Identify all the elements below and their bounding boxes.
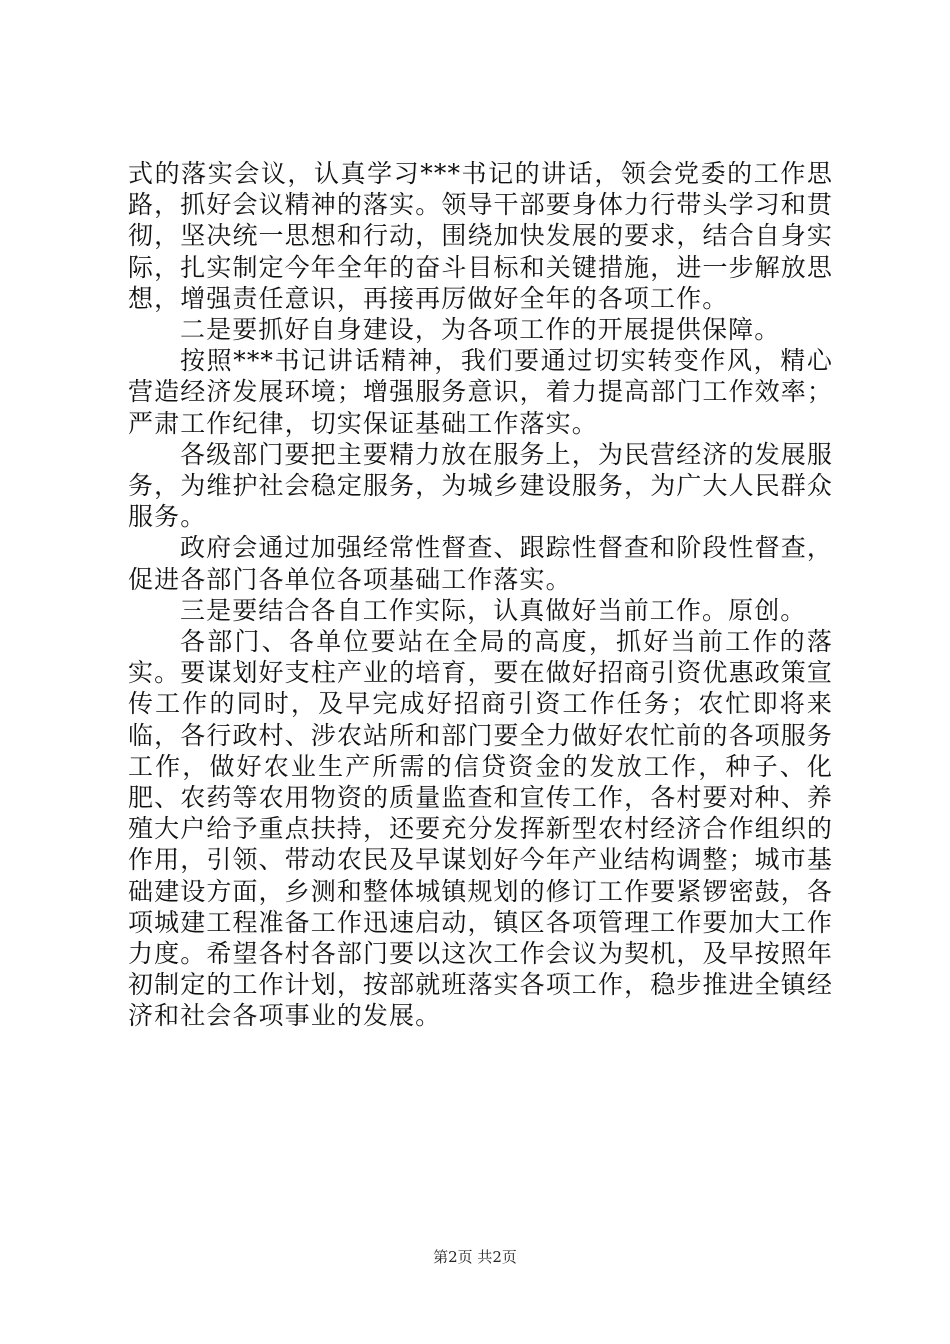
paragraph-7: 各部门、各单位要站在全局的高度，抓好当前工作的落实。要谋划好支柱产业的培育，要在做好招商引资优惠政策宣传工作的同时，及早完成好招商引资工作任务；农忙即将来临，各行政村、涉农站所和部门要全力做好农忙前的各项服务工作，做好农业生产所需的信贷资金的发放工作，种子、化肥、农药等农用物资的质量监查和宣传工作，各村要对种、养殖大户给予重点扶持，还要充分发挥新型农村经济合作组织的作用，引领、带动农民及早谋划好今年产业结构调整；城市基础建设方面，乡测和整体城镇规划的修订工作要紧锣密鼓，各项城建工程准备工作迅速启动，镇区各项管理工作要加大工作力度。希望各村各部门要以这次工作会议为契机，及早按照年初制定的工作计划，按部就班落实各项工作，稳步推进全镇经济和社会各项事业的发展。 <box>128 627 833 1031</box>
paragraph-3: 按照***书记讲话精神，我们要通过切实转变作风，精心营造经济发展环境；增强服务意识，着力提高部门工作效率；严肃工作纪律，切实保证基础工作落实。 <box>128 346 833 438</box>
paragraph-4: 各级部门要把主要精力放在服务上，为民营经济的发展服务，为维护社会稳定服务，为城乡建设服务，为广大人民群众服务。 <box>128 439 833 532</box>
document-body <box>128 158 833 1032</box>
page-footer: 第2页 共2页 <box>433 1248 517 1266</box>
paragraph-2: 二是要抓好自身建设，为各项工作的开展提供保障。 <box>180 315 781 345</box>
paragraph-5: 政府会通过加强经常性督查、跟踪性督查和阶段性督查，促进各部门各单位各项基础工作落实。 <box>128 533 833 594</box>
paragraph-6: 三是要结合各自工作实际，认真做好当前工作。原创。 <box>180 595 807 625</box>
paragraph-1: 式的落实会议，认真学习***书记的讲话，领会党委的工作思路，抓好会议精神的落实。领导干部要身体力行带头学习和贯彻，坚决统一思想和行动，围绕加快发展的要求，结合自身实际，扎实制定今年全年的奋斗目标和关键措施，进一步解放思想，增强责任意识，再接再厉做好全年的各项工作。 <box>128 159 833 313</box>
